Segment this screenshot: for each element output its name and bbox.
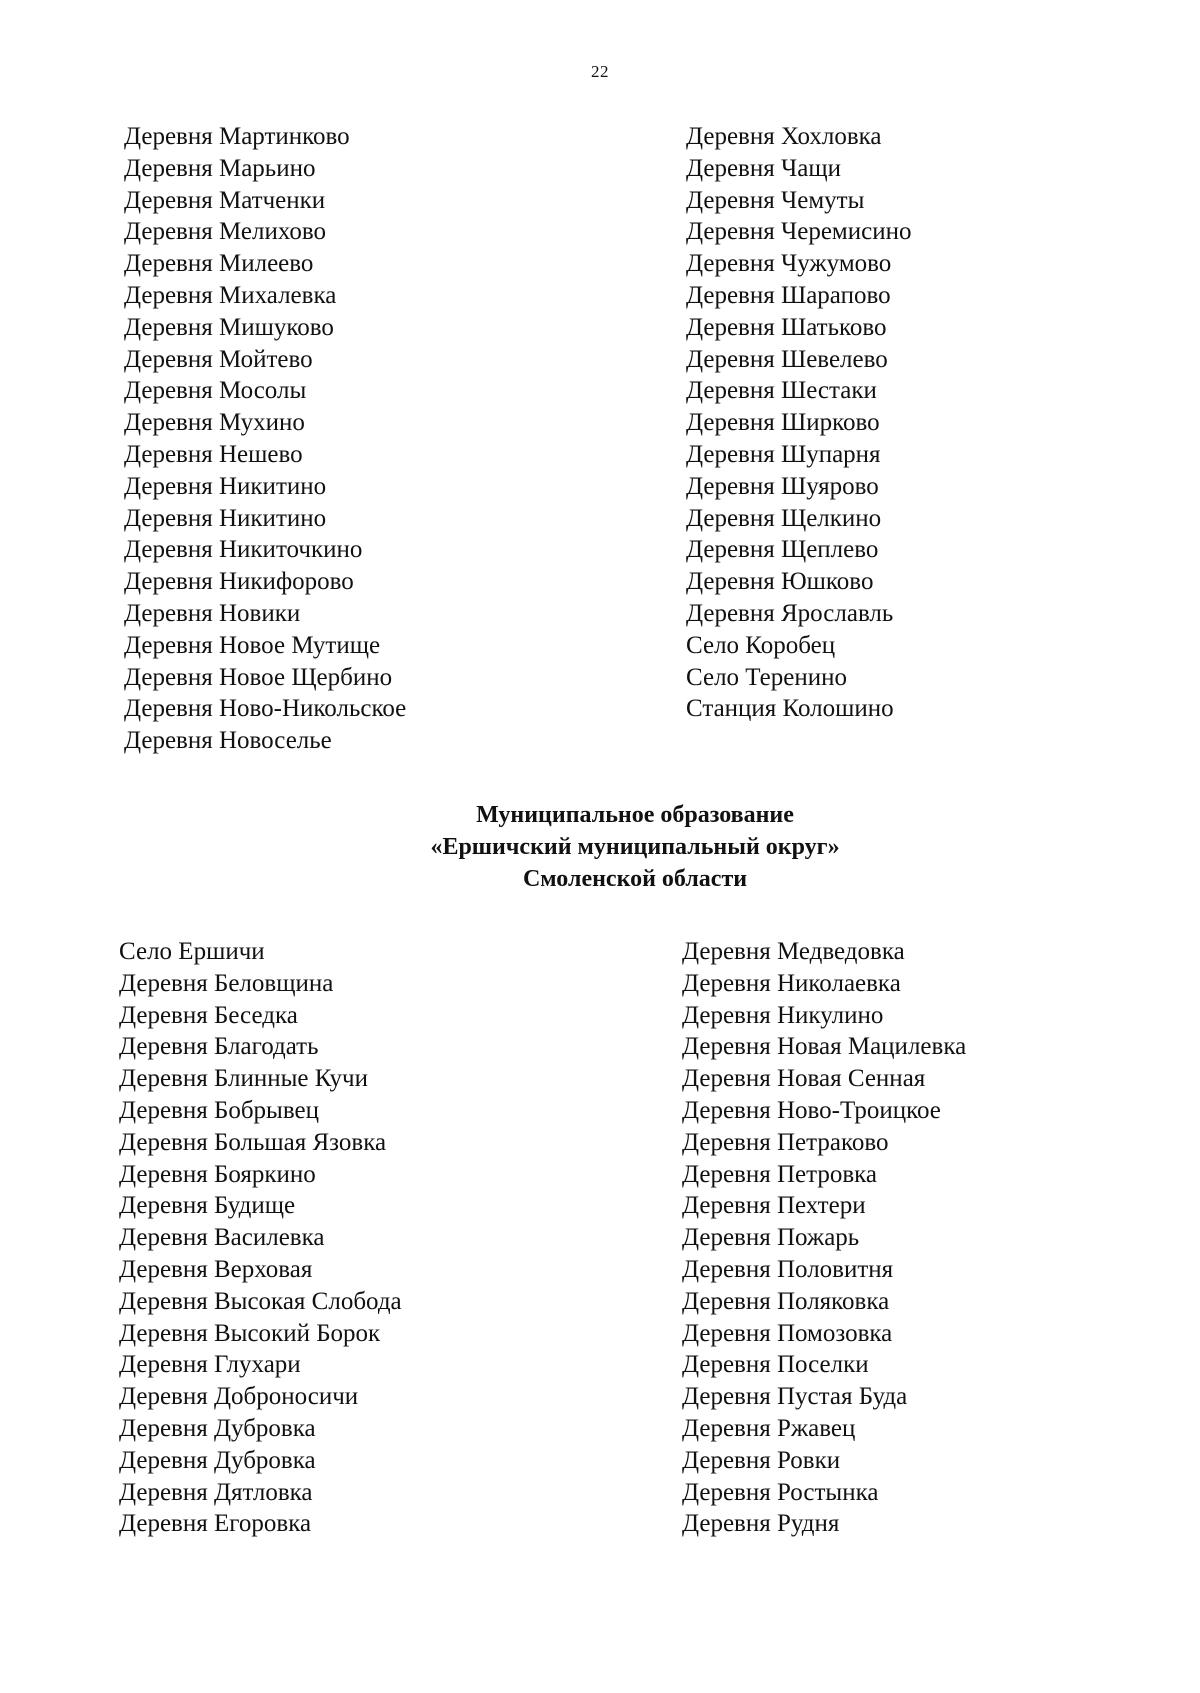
settlement-item: Деревня Большая Язовка <box>119 1128 387 1156</box>
settlement-item: Деревня Шатьково <box>686 313 887 341</box>
settlement-item: Деревня Глухари <box>119 1351 301 1379</box>
settlement-item: Село Ершичи <box>119 938 265 965</box>
settlement-item: Деревня Рудня <box>682 1510 840 1538</box>
settlement-item: Деревня Половитня <box>682 1255 894 1283</box>
settlement-item: Деревня Беловщина <box>119 969 334 997</box>
settlement-item: Деревня Новоселье <box>124 727 332 755</box>
settlement-item: Деревня Пустая Буда <box>682 1383 908 1411</box>
settlement-list-left <box>119 936 402 1540</box>
settlement-item: Деревня Никифорово <box>124 568 354 596</box>
settlement-item: Деревня Хохловка <box>686 123 882 150</box>
settlement-item: Деревня Помозовка <box>682 1319 893 1347</box>
heading-line-1: Муниципальное образование <box>476 802 794 828</box>
settlement-item: Деревня Никитино <box>124 472 327 500</box>
settlement-item: Деревня Мишуково <box>124 313 334 341</box>
settlement-item: Деревня Благодать <box>119 1033 319 1061</box>
settlement-item: Деревня Шуярово <box>686 472 879 500</box>
settlement-item: Деревня Шарапово <box>686 281 891 309</box>
settlement-item: Деревня Ровки <box>682 1446 841 1474</box>
settlement-item: Деревня Ржавец <box>682 1414 856 1442</box>
settlement-item: Деревня Петраково <box>682 1128 889 1156</box>
settlement-list-right <box>682 936 966 1540</box>
settlement-item: Деревня Ново-Троицкое <box>682 1096 941 1124</box>
section-heading <box>0 799 1200 895</box>
settlement-item: Деревня Мартинково <box>124 123 350 150</box>
settlement-item: Деревня Щелкино <box>686 504 882 532</box>
settlement-item: Деревня Петровка <box>682 1160 878 1188</box>
settlement-item: Станция Колошино <box>686 695 894 723</box>
settlement-item: Деревня Бояркино <box>119 1160 316 1188</box>
settlement-item: Деревня Блинные Кучи <box>119 1065 369 1093</box>
settlement-item: Деревня Медведовка <box>682 938 905 965</box>
settlement-item: Деревня Шупарня <box>686 440 881 468</box>
page-number: 22 <box>591 62 609 81</box>
settlement-item: Деревня Верховая <box>119 1255 313 1283</box>
settlement-item: Деревня Чащи <box>686 154 841 182</box>
settlement-item: Деревня Мухино <box>124 409 305 437</box>
settlement-item: Деревня Высокий Борок <box>119 1319 381 1347</box>
settlement-item: Деревня Никулино <box>682 1001 884 1029</box>
settlement-item: Деревня Чужумово <box>686 250 892 278</box>
settlement-item: Деревня Бобрывец <box>119 1096 319 1124</box>
settlement-item: Деревня Егоровка <box>119 1510 312 1538</box>
settlement-list-right <box>686 121 911 725</box>
settlement-item: Деревня Николаевка <box>682 969 901 997</box>
settlement-item: Деревня Беседка <box>119 1001 298 1029</box>
settlement-item: Деревня Мойтево <box>124 345 313 373</box>
settlement-item: Деревня Ростынка <box>682 1478 879 1506</box>
settlement-item: Деревня Новая Мацилевка <box>682 1033 967 1061</box>
settlement-item: Деревня Новая Сенная <box>682 1065 926 1093</box>
settlement-item: Деревня Марьино <box>124 154 316 182</box>
settlement-item: Деревня Пехтери <box>682 1192 866 1220</box>
settlement-item: Село Теренино <box>686 663 847 691</box>
settlement-item: Деревня Мосолы <box>124 377 307 405</box>
settlement-item: Деревня Высокая Слобода <box>119 1287 402 1315</box>
settlement-item: Деревня Ширково <box>686 409 880 437</box>
settlement-item: Деревня Щеплево <box>686 536 879 564</box>
settlement-item: Деревня Юшково <box>686 568 874 596</box>
settlement-item: Деревня Мелихово <box>124 218 327 246</box>
settlement-list-left <box>124 121 406 757</box>
settlement-item: Деревня Дубровка <box>119 1414 316 1442</box>
settlement-item: Деревня Матченки <box>124 186 326 214</box>
settlement-item: Деревня Михалевка <box>124 281 337 309</box>
settlement-item: Деревня Василевка <box>119 1224 325 1252</box>
settlement-item: Деревня Новое Щербино <box>124 663 393 691</box>
settlement-item: Деревня Милеево <box>124 250 314 278</box>
settlement-item: Деревня Чемуты <box>686 186 865 214</box>
settlement-item: Деревня Никитино <box>124 504 327 532</box>
heading-line-3: Смоленской области <box>522 866 748 892</box>
settlement-item: Село Коробец <box>686 631 836 659</box>
settlement-item: Деревня Новое Мутище <box>124 631 381 659</box>
settlement-item: Деревня Ново-Никольское <box>124 695 407 723</box>
settlement-item: Деревня Черемисино <box>686 218 912 246</box>
settlement-item: Деревня Дубровка <box>119 1446 316 1474</box>
settlement-item: Деревня Доброносичи <box>119 1383 359 1411</box>
settlement-item: Деревня Дятловка <box>119 1478 313 1506</box>
settlement-item: Деревня Будище <box>119 1192 296 1220</box>
settlement-item: Деревня Ярославль <box>686 599 894 627</box>
settlement-item: Деревня Поляковка <box>682 1287 890 1315</box>
settlement-item: Деревня Никиточкино <box>124 536 363 564</box>
settlement-item: Деревня Шестаки <box>686 377 877 405</box>
settlement-item: Деревня Шевелево <box>686 345 888 373</box>
heading-line-2: «Ершичский муниципальный округ» <box>430 834 840 860</box>
settlement-item: Деревня Поселки <box>682 1351 869 1379</box>
settlement-item: Деревня Нешево <box>124 440 303 468</box>
settlement-item: Деревня Пожарь <box>682 1224 860 1252</box>
settlement-item: Деревня Новики <box>124 599 301 627</box>
